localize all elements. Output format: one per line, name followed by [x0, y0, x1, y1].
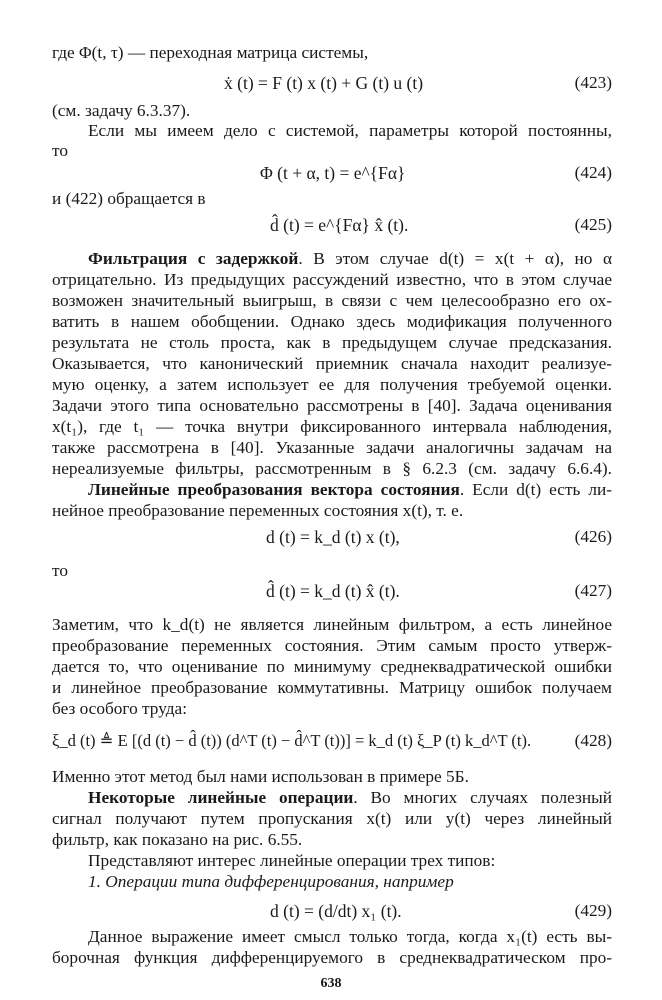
equation-number: (425): [574, 215, 612, 234]
equation-number: (426): [574, 527, 612, 546]
text-line: и линейное преобразование коммутативны. Матрицу ошибок получаем: [52, 678, 612, 697]
text-line: то: [52, 141, 68, 160]
text-line: 1. Операции типа дифференцирования, например: [88, 872, 454, 891]
text-line: Именно этот метод был нами использован в примере 5Б.: [52, 767, 469, 786]
text-line: ватить в нашем обобщении. Однако здесь модификация полученного: [52, 312, 612, 331]
text-line: Представляют интерес линейные операции трех типов:: [88, 851, 496, 870]
text-line: где Φ(t, τ) — переходная матрица системы,: [52, 43, 369, 62]
text-line: Оказывается, что канонический приемник сначала находит реализуе-: [52, 354, 612, 373]
text-line: фильтр, как показано на рис. 6.55.: [52, 830, 303, 849]
equation-number: (423): [574, 73, 612, 92]
text-line: мую оценку, а затем использует ее для получения требуемой оценки.: [52, 375, 612, 394]
text-line: преобразование переменных состояния. Этим самым просто утверж-: [52, 636, 612, 655]
text-line: x(t₁), где t₁ — точка внутри фиксированного интервала наблюдения,: [52, 417, 612, 436]
text-line: также рассмотрена в [40]. Указанные задачи аналогичны задачам на: [52, 438, 612, 457]
text-line: нейное преобразование переменных состояния x(t), т. е.: [52, 501, 464, 520]
text-line: Если мы имеем дело с системой, параметры которой постоянны,: [88, 121, 612, 140]
equation: d (t) = k_d (t) x (t),: [266, 527, 400, 547]
equation: ξ_d (t) ≜ E [(d (t) − d̂ (t)) (d^T (t) − d̂^T (t))] = k_d (t) ξ_P (t) k_d^T (t).: [52, 731, 532, 750]
paragraph-heading-line: Линейные преобразования вектора состояния. Если d(t) есть ли-: [88, 480, 612, 499]
paragraph-heading: Некоторые линейные операции: [88, 788, 354, 807]
text-line: борочная функция дифференцируемого в среднеквадратическом про-: [52, 948, 612, 967]
paragraph-heading-line: Некоторые линейные операции. Во многих случаях полезный: [88, 788, 612, 807]
text-line: Задачи этого типа основательно рассмотрены в [40]. Задача оценивания: [52, 396, 612, 415]
equation-number: (427): [574, 581, 612, 600]
equation-number: (428): [574, 731, 612, 750]
text-line: результата не столь проста, как в предыдущем случае предсказания.: [52, 333, 612, 352]
text-line: сигнал получают путем пропускания x(t) или y(t) через линейный: [52, 809, 612, 828]
text-line: Заметим, что k_d(t) не является линейным фильтром, а есть линейное: [52, 615, 612, 634]
equation-number: (424): [574, 163, 612, 182]
equation: d̂ (t) = k_d (t) x̂ (t).: [266, 581, 400, 601]
equation-number: (429): [574, 901, 612, 920]
equation: d (t) = (d/dt) x₁ (t).: [270, 901, 402, 921]
text-line: нереализуемые фильтры, рассмотренным в § 6.2.3 (см. задачу 6.6.4).: [52, 459, 612, 478]
text-line: дается то, что оценивание по минимуму среднеквадратической ошибки: [52, 657, 612, 676]
text-line: (см. задачу 6.3.37).: [52, 101, 191, 120]
text-line: и (422) обращается в: [52, 189, 206, 208]
paragraph-heading: Линейные преобразования вектора состояния: [88, 480, 460, 499]
equation: Φ (t + α, t) = e^{Fα}: [260, 163, 406, 183]
text-line: то: [52, 561, 68, 580]
text-line: возможен значительный выигрыш, в связи с чем целесообразно его ох-: [52, 291, 612, 310]
text-line: без особого труда:: [52, 699, 188, 718]
text-line: отрицательно. Из предыдущих рассуждений известно, что в этом случае: [52, 270, 612, 289]
text-line: Данное выражение имеет смысл только тогда, когда x₁(t) есть вы-: [88, 927, 612, 946]
equation: d̂ (t) = e^{Fα} x̂ (t).: [270, 215, 409, 235]
paragraph-heading: Фильтрация с задержкой: [88, 249, 299, 268]
paragraph-heading-line: Фильтрация с задержкой. В этом случае d(t) = x(t + α), но α: [88, 249, 613, 268]
equation: ẋ (t) = F (t) x (t) + G (t) u (t): [224, 73, 424, 93]
page-number: 638: [320, 976, 342, 991]
